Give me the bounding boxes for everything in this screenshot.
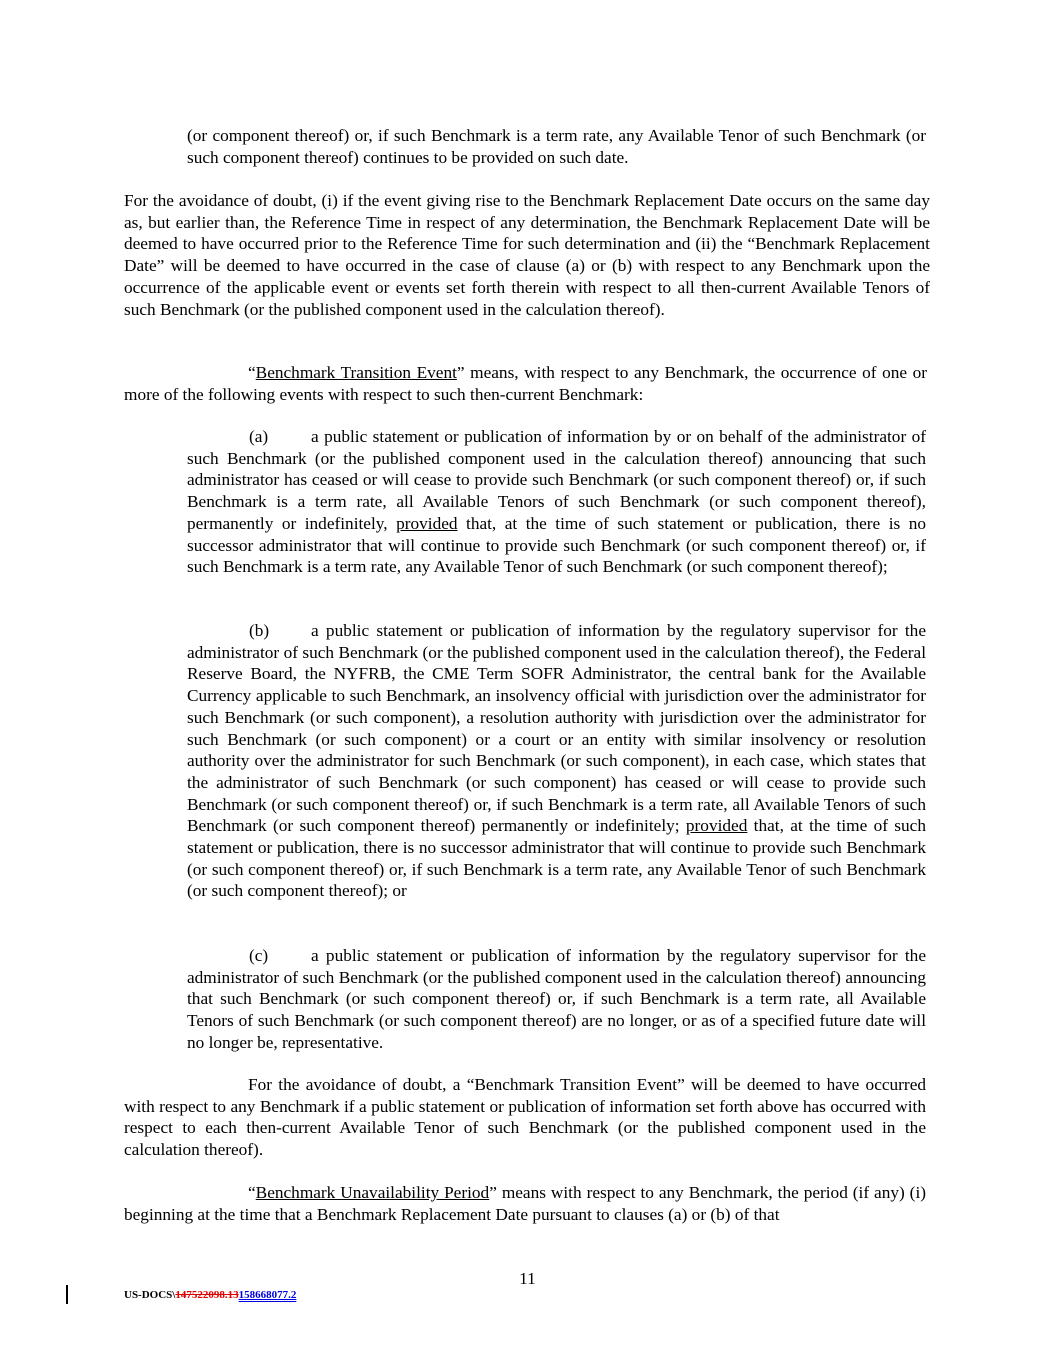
definition-benchmark-unavailability-period — [124, 1182, 926, 1225]
open-quote: “ — [248, 363, 256, 382]
clause-c — [187, 945, 926, 1054]
doc-id-prefix: US-DOCS\ — [124, 1289, 176, 1301]
page-number: 11 — [519, 1269, 536, 1288]
clause-label: (b) — [249, 621, 270, 640]
clause-label: (c) — [249, 946, 269, 965]
provided-term: provided — [685, 816, 748, 836]
clause-text-cont: that, at the time of such statement or publication, there is no successor administrator that will continue to provide such Benchmark (or such component thereof) or, if such Benchmark is a term rate, any Available Tenor of such Benchmark (or such component thereof); — [187, 513, 926, 577]
clause-text-cont: that, at the time of such statement or publication, there is no successor administrator that will continue to provide such Benchmark (or such component thereof) or, if such Benchmark is a term rate, any Available Tenor of such Benchmark (or such component thereof); or — [187, 816, 926, 901]
clause-text: a public statement or publication of information by the regulatory supervisor for the administrator of such Benchmark (or the published component used in the calculation thereof) announcing that such Benchmark (or such component thereof) or, if such Benchmark is a term rate, all Available Tenors of such Benchmark (or such component thereof) are no longer, or as of a specified future date will no longer be, representative. — [187, 946, 926, 1052]
clause-b — [187, 620, 926, 902]
definition-text: ” means with respect to any Benchmark, the period (if any) (i) beginning at the time that a Benchmark Replacement Date pursuant to clauses (a) or (b) of that — [124, 1183, 926, 1224]
document-id-footer — [124, 1288, 296, 1302]
clause-text: a public statement or publication of information by the regulatory supervisor for the administrator of such Benchmark (or the published component used in the calculation thereof), the Federal Reserve Board, the NYFRB, the CME Term SOFR Administrator, the central bank for the Available Currency applicable to such Benchmark, an insolvency official with jurisdiction over the administrator for such Benchmark (or such component), a resolution authority with jurisdiction over the administrator for such Benchmark (or such component) or a court or an entity with similar insolvency or resolution authority over the administrator for such Benchmark (or such component), in each case, which states that the administrator of such Benchmark (or such component) has ceased or will cease to provide such Benchmark (or such component thereof) or, if such Benchmark is a term rate, all Available Tenors of such Benchmark (or such component thereof) permanently or indefinitely; — [187, 621, 926, 836]
clause-a — [187, 426, 926, 578]
clause-label: (a) — [249, 427, 269, 446]
defined-term: Benchmark Unavailability Period — [255, 1183, 490, 1202]
paragraph-continuation: (or component thereof) or, if such Benchmark is a term rate, any Available Tenor of such Benchmark (or such component thereof) continues to be provided on such date. — [187, 126, 926, 167]
revision-change-bar — [66, 1285, 68, 1304]
definition-text: ” means, with respect to any Benchmark, the occurrence of one or more of the following events with respect to such then-current Benchmark: — [124, 363, 928, 404]
deleted-doc-id: 147522098.13 — [175, 1289, 239, 1301]
definition-benchmark-transition-event — [124, 362, 927, 405]
open-quote: “ — [248, 1183, 256, 1202]
paragraph-avoidance-of-doubt-1: For the avoidance of doubt, (i) if the event giving rise to the Benchmark Replacement Date occurs on the same day as, but earlier than, the Reference Time in respect of any determination, the Benchmark Replacement Date will be deemed to have occurred prior to the Reference Time for such determination and (ii) the “Benchmark Replacement Date” will be deemed to have occurred in the case of clause (a) or (b) with respect to any Benchmark upon the occurrence of the applicable event or events set forth therein with respect to all then-current Available Tenors of such Benchmark (or the published component used in the calculation thereof). — [124, 191, 930, 319]
provided-term: provided — [396, 513, 458, 533]
inserted-doc-id: 158668077.2 — [238, 1289, 297, 1301]
defined-term: Benchmark Transition Event — [255, 363, 457, 382]
clause-text: a public statement or publication of information by or on behalf of the administrator of such Benchmark (or the published component used in the calculation thereof) announcing that such administrator has ceased or will cease to provide such Benchmark (or such component thereof) or, if such Benchmark is a term rate, all Available Tenors of such Benchmark (or such component thereof), permanently or indefinitely, — [187, 427, 926, 533]
paragraph-avoidance-of-doubt-2: For the avoidance of doubt, a “Benchmark Transition Event” will be deemed to have occurred with respect to any Benchmark if a public statement or publication of information set forth above has occurred with respect to each then-current Available Tenor of such Benchmark (or the published component used in the calculation thereof). — [124, 1075, 926, 1160]
